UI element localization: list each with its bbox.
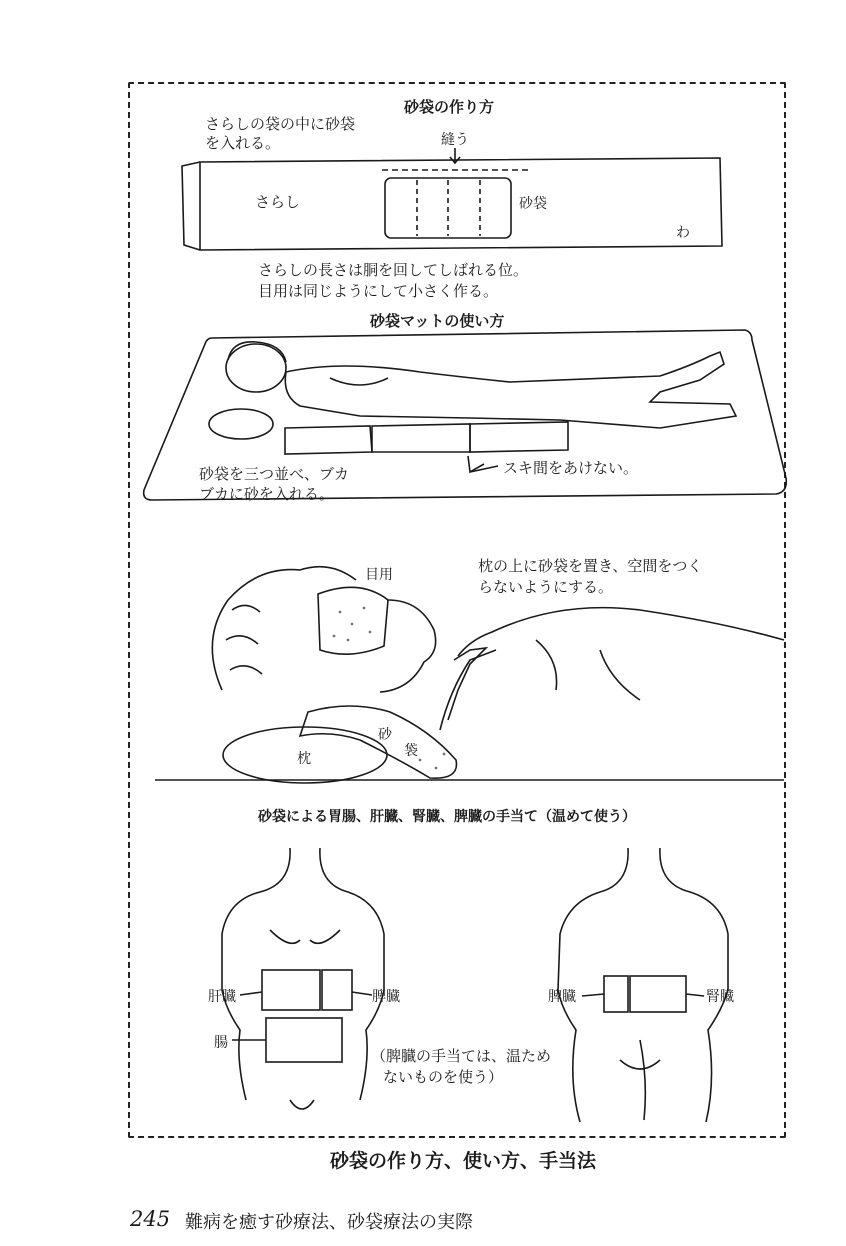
bag-label: 砂袋	[519, 196, 547, 212]
spleen-pointer	[352, 992, 372, 995]
kidney-pointer	[686, 994, 704, 996]
back-torso-right	[660, 848, 728, 1122]
section2-title: 砂袋マットの使い方	[370, 312, 505, 330]
back-torso-left	[558, 848, 628, 1122]
eye-bag-label: 目用	[365, 567, 393, 583]
section2-left-note-line1: 砂袋を三つ並べ、ブカ	[199, 465, 349, 483]
cloth-label: さらし	[255, 193, 301, 211]
section3-note-line2: らないようにする。	[478, 578, 614, 596]
kidney-label: 腎臓	[706, 989, 734, 1005]
section1-instruction-line2: を入れる。	[205, 134, 281, 152]
section1-note-line1: さらしの長さは胴を回してしばれる位。	[258, 261, 529, 279]
front-chest	[270, 930, 340, 943]
liver-label: 肝臓	[208, 989, 236, 1005]
sew-label: 縫う	[441, 132, 469, 148]
liver-pointer	[240, 992, 262, 995]
spleen-label: 脾臓	[372, 989, 400, 1005]
section1-title: 砂袋の作り方	[404, 98, 495, 116]
front-groin	[290, 1100, 314, 1109]
page-number: 245	[130, 1207, 171, 1231]
loop-label: わ	[676, 225, 690, 241]
intestine-label: 腸	[214, 1035, 228, 1051]
section2-left-note-line2: ブカに砂を入れる。	[199, 485, 334, 503]
section4-note-line2: ないものを使う）	[383, 1068, 504, 1086]
liver-pad	[262, 970, 320, 1010]
back-buttocks	[620, 1040, 660, 1120]
spleen-pad-back	[604, 976, 628, 1012]
sand-char-2: 袋	[404, 743, 418, 759]
section4-note-line1: （脾臓の手当ては、温ため	[371, 1047, 552, 1065]
spleen-pad-front	[322, 970, 352, 1010]
section4-title: 砂袋による胃腸、肝臓、腎臓、脾臓の手当て（温めて使う）	[258, 809, 636, 825]
spleen-back-pointer	[582, 994, 604, 996]
figure-caption: 砂袋の作り方、使い方、手当法	[330, 1150, 597, 1172]
sand-char-1: 砂	[378, 727, 392, 743]
intestine-pad	[266, 1018, 342, 1062]
section1-instruction-line1: さらしの袋の中に砂袋	[205, 115, 356, 133]
section2-gap-note: スキ間をあけない。	[503, 459, 639, 477]
pillow-label: 枕	[297, 751, 311, 767]
spleen-back-label: 脾臓	[548, 989, 576, 1005]
section3-note-line1: 枕の上に砂袋を置き、空間をつく	[478, 557, 703, 575]
section1-note-line2: 目用は同じようにして小さく作る。	[258, 282, 499, 300]
running-title: 難病を癒す砂療法、砂袋療法の実際	[185, 1212, 473, 1233]
kidney-pad	[630, 976, 686, 1012]
